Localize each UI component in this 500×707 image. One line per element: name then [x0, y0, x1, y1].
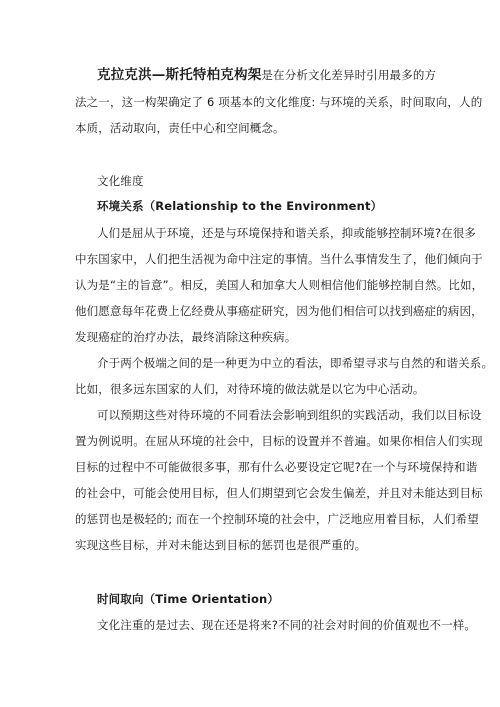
time-p1-line-1: 文化注重的是过去、现在还是将来?不同的社会对时间的价值观也不一样。: [97, 618, 477, 632]
env-p3-line-3: 目标的过程中不可能做很多事，那有什么必要设定它呢?在一个与环境保持和谐: [75, 460, 478, 474]
framework-title: 克拉克洪—斯托特柏克构架: [97, 67, 262, 83]
env-p3-line-2: 置为例说明。在屈从环境的社会中，目标的设置并不普遍。如果你相信人们实现: [75, 434, 483, 448]
intro-line-1-rest: 是在分析文化差异时引用最多的方: [261, 68, 437, 82]
intro-line-1: [97, 68, 436, 82]
env-p3-line-6: 实现这些目标，并对未能达到目标的惩罚也是很严重的。: [75, 538, 367, 552]
env-p1-line-5: 发现癌症的治疗办法，最终消除这种疾病。: [75, 330, 297, 344]
env-p2-line-2: 比如，很多远东国家的人们，对待环境的做法就是以它为中心活动。: [75, 382, 425, 396]
env-p1-line-1: 人们是屈从于环境，还是与环境保持和谐关系，抑或能够控制环境?在很多: [97, 226, 477, 240]
environment-heading: 环境关系（Relationship to the Environment）: [97, 199, 383, 213]
env-p3-line-5: 的惩罚也是极轻的; 而在一个控制环境的社会中，广泛地应用着目标，人们希望: [75, 512, 479, 526]
intro-line-2: 法之一，这一构架确定了 6 项基本的文化维度: 与环境的关系，时间取向，人的: [75, 95, 483, 109]
env-p3-line-1: 可以预期这些对待环境的不同看法会影响到组织的实践活动，我们以目标设: [97, 408, 482, 422]
time-heading: 时间取向（Time Orientation）: [97, 592, 280, 606]
env-p1-line-3: 认为是“主的旨意”。相反，美国人和加拿大人则相信他们能够控制自然。比如，: [75, 278, 484, 292]
env-p1-line-2: 中东国家中，人们把生活视为命中注定的事情。当什么事情发生了，他们倾向于: [75, 252, 483, 266]
section-label: 文化维度: [97, 174, 144, 188]
intro-line-3: 本质，活动取向，责任中心和空间概念。: [75, 121, 285, 135]
env-p1-line-4: 他们愿意每年花费上亿经费从事癌症研究，因为他们相信可以找到癌症的病因，: [75, 304, 483, 318]
env-p3-line-4: 的社会中，可能会使用目标，但人们期望到它会发生偏差，并且对未能达到目标: [75, 486, 483, 500]
env-p2-line-1: 介于两个极端之间的是一种更为中立的看法，即希望寻求与自然的和谐关系。: [97, 356, 494, 370]
